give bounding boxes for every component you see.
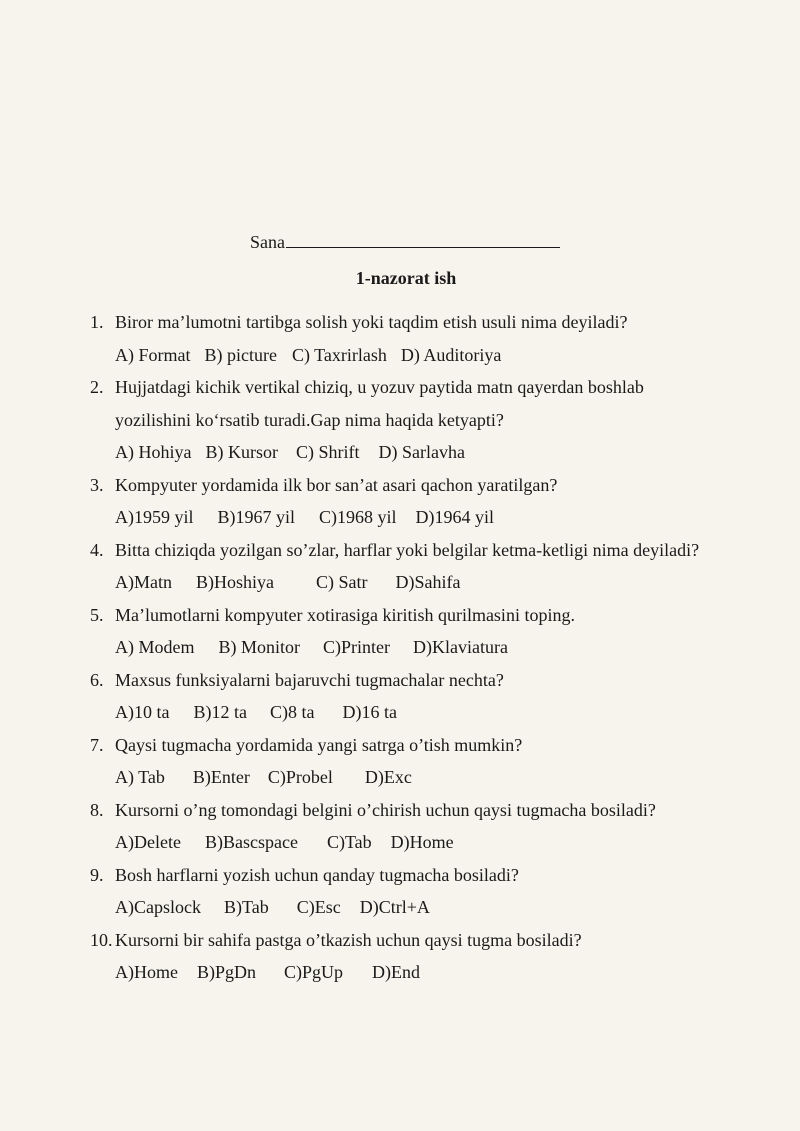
question-text: Bitta chiziqda yozilgan so’zlar, harflar yoki belgilar ketma-ketligi nima deyiladi? [115, 539, 700, 560]
answer-option: C) Taxrirlash [291, 344, 387, 365]
question-number: 8. [90, 799, 104, 820]
answer-option: B)1967 yil [217, 507, 296, 527]
answer-option: B)PgDn [196, 962, 256, 982]
question-item [90, 306, 750, 371]
question-text: Hujjatdagi kichik vertikal chiziq, u yozuv paytida matn qayerdan boshlab [115, 377, 644, 397]
question-item [90, 729, 750, 794]
answer-option: D) Sarlavha [378, 442, 465, 462]
question-number: 1. [90, 312, 104, 332]
answer-option: A)Home [115, 962, 178, 982]
question-number: 2. [90, 377, 104, 397]
question-item [90, 859, 750, 924]
question-text: Kompyuter yordamida ilk bor san’at asari qachon yaratilgan? [115, 474, 558, 495]
question-text: Qaysi tugmacha yordamida yangi satrga o’tish mumkin? [115, 734, 523, 755]
question-text: yozilishini ko‘rsatib turadi.Gap nima haqida ketyapti? [115, 409, 504, 430]
question-item [90, 599, 750, 664]
question-item [90, 794, 750, 859]
answer-option: C)PgUp [284, 962, 344, 982]
date-line [250, 229, 560, 253]
answer-option: C)1968 yil [319, 507, 397, 527]
answer-option: D)End [372, 962, 421, 982]
answer-options [115, 631, 750, 664]
answer-option: D)Klaviatura [413, 637, 508, 657]
answer-option: B) Monitor [218, 637, 301, 657]
question-text: Bosh harflarni yozish uchun qanday tugmacha bosiladi? [115, 864, 519, 885]
answer-option: B)Enter [192, 767, 250, 787]
question-text: Ma’lumotlarni kompyuter xotirasiga kiritish qurilmasini toping. [115, 604, 575, 625]
answer-option: A)Capslock [115, 897, 201, 917]
answer-option: A)Delete [115, 832, 181, 852]
question-list [90, 306, 750, 989]
answer-options [115, 761, 750, 794]
question-number: 9. [90, 864, 104, 885]
answer-option: B)12 ta [193, 702, 247, 722]
question-number: 7. [90, 734, 104, 755]
date-underline [286, 229, 560, 248]
answer-option: C) Satr [316, 572, 368, 592]
answer-options [115, 696, 750, 729]
question-item [90, 534, 750, 599]
answer-option: B)Hoshiya [196, 572, 274, 592]
answer-options [115, 436, 750, 469]
answer-option: A) Hohiya [115, 442, 192, 462]
answer-options [115, 826, 750, 859]
answer-option: A) Tab [115, 767, 165, 787]
answer-option: B) picture [204, 344, 277, 365]
question-text: Kursorni o’ng tomondagi belgini o’chirish uchun qaysi tugmacha bosiladi? [115, 799, 656, 820]
question-item [90, 371, 750, 469]
question-number: 4. [90, 539, 104, 560]
question-number: 3. [90, 474, 104, 495]
answer-option: A) Modem [115, 637, 195, 657]
answer-option: D) Auditoriya [400, 344, 502, 365]
answer-option: D)16 ta [342, 702, 397, 722]
question-number: 10. [90, 929, 113, 950]
date-label: Sana [250, 232, 285, 252]
question-item [90, 469, 750, 534]
page-title: 1-nazorat ish [355, 268, 457, 288]
question-text: Kursorni bir sahifa pastga o’tkazish uchun qaysi tugma bosiladi? [115, 929, 582, 950]
answer-option: D)Sahifa [395, 572, 461, 592]
question-text: Biror ma’lumotni tartibga solish yoki taqdim etish usuli nima deyiladi? [115, 312, 628, 332]
answer-option: C)Printer [323, 637, 391, 657]
question-number: 5. [90, 604, 104, 625]
answer-options [115, 956, 750, 989]
answer-options [115, 891, 750, 924]
question-text: Maxsus funksiyalarni bajaruvchi tugmachalar nechta? [115, 669, 504, 690]
answer-option: A)Matn [115, 572, 172, 592]
answer-option: C)8 ta [269, 702, 315, 722]
question-item [90, 924, 750, 989]
answer-option: C)Probel [267, 767, 333, 787]
answer-option: A)1959 yil [115, 507, 194, 527]
answer-option: D)1964 yil [415, 507, 495, 527]
answer-options [115, 339, 750, 372]
answer-option: D)Home [390, 832, 454, 852]
answer-option: A) Format [115, 344, 191, 365]
answer-option: B) Kursor [205, 442, 278, 462]
answer-options [115, 566, 750, 599]
question-item [90, 664, 750, 729]
question-number: 6. [90, 669, 104, 690]
answer-option: A)10 ta [115, 702, 170, 722]
answer-option: B)Tab [223, 897, 269, 917]
answer-option: C) Shrift [295, 442, 360, 462]
answer-option: C)Esc [296, 897, 341, 917]
answer-option: B)Bascspace [204, 832, 298, 852]
answer-option: D)Exc [364, 767, 412, 787]
answer-option: C)Tab [326, 832, 372, 852]
answer-option: D)Ctrl+A [359, 897, 430, 917]
answer-options [115, 501, 750, 534]
